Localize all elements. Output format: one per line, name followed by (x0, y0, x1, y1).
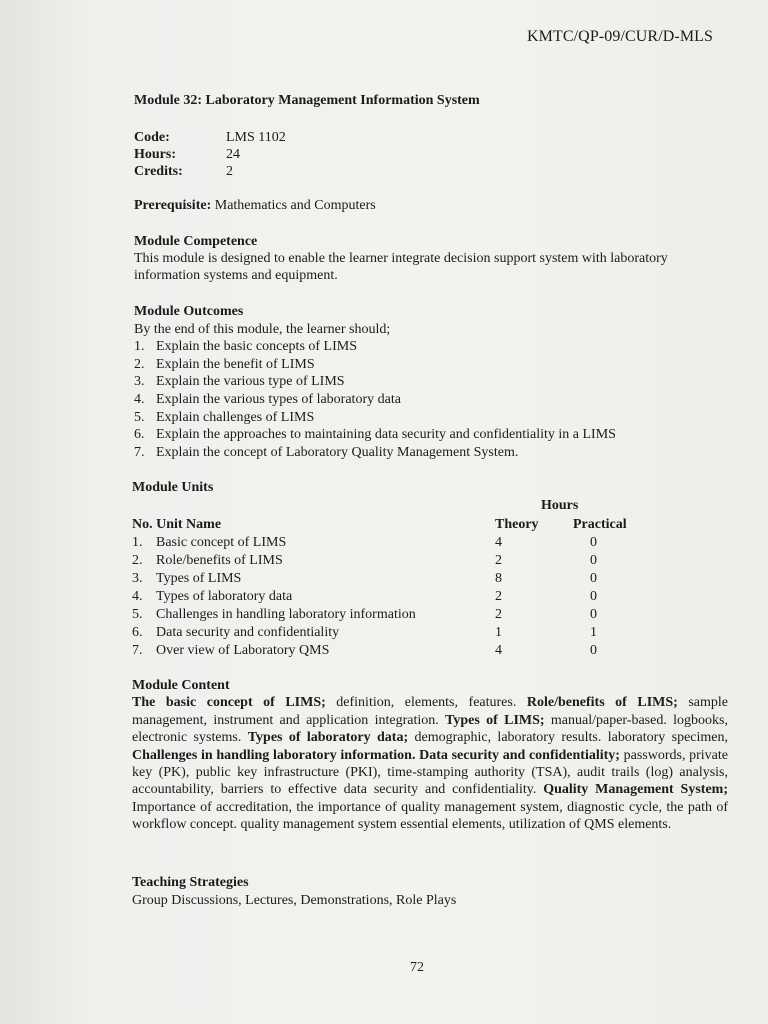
prerequisite-value: Mathematics and Computers (214, 198, 376, 213)
credits-value: 2 (226, 164, 233, 179)
practical-hours: 0 (590, 553, 597, 568)
credits-label: Credits: (134, 164, 183, 179)
competence-text: This module is designed to enable the learner integrate decision support system with laboratory information systems and equipment. (134, 251, 668, 283)
table-row (132, 642, 660, 660)
unit-number: 7. (132, 643, 143, 658)
item-number: 7. (134, 444, 145, 460)
list-item (134, 356, 734, 374)
content-heading: Module Content (132, 678, 230, 693)
unit-name: Challenges in handling laboratory information (156, 607, 416, 622)
hours-label: Hours: (134, 147, 176, 162)
unit-number: 1. (132, 535, 143, 550)
unit-number: 3. (132, 571, 143, 586)
item-number: 1. (134, 339, 145, 355)
list-item (134, 373, 734, 391)
list-item (134, 391, 734, 409)
theory-hours: 2 (495, 589, 502, 604)
unit-number: 6. (132, 625, 143, 640)
col-practical: Practical (573, 517, 627, 532)
unit-name: Types of laboratory data (156, 589, 293, 604)
unit-name-cell (132, 570, 495, 588)
module-competence (134, 233, 734, 284)
teaching-heading: Teaching Strategies (132, 875, 249, 890)
item-text: Explain the various types of laboratory data (156, 391, 401, 407)
outcomes-list (134, 338, 734, 461)
practical-hours: 0 (590, 643, 597, 658)
theory-hours: 8 (495, 571, 502, 586)
item-text: Explain the basic concepts of LIMS (156, 339, 358, 355)
unit-name: Types of LIMS (156, 571, 242, 586)
item-number: 6. (134, 427, 145, 443)
unit-name: Role/benefits of LIMS (156, 553, 283, 568)
content-bold: The basic concept of LIMS; (132, 695, 326, 711)
hours-value: 24 (226, 147, 240, 162)
unit-name-cell (132, 642, 495, 660)
code-label: Code: (134, 130, 170, 145)
competence-heading: Module Competence (134, 234, 258, 249)
table-row (132, 552, 660, 570)
unit-name-cell (132, 534, 495, 552)
unit-number: 2. (132, 553, 143, 568)
units-table (132, 516, 660, 660)
table-row (132, 624, 660, 642)
unit-name: Data security and confidentiality (156, 625, 340, 640)
unit-name-cell (132, 606, 495, 624)
teaching-strategies (132, 874, 732, 910)
item-text: Explain the approaches to maintaining data security and confidentiality in a LIMS (156, 427, 616, 443)
theory-hours: 1 (495, 625, 502, 640)
hours-heading: Hours (541, 498, 579, 513)
table-row (132, 534, 660, 552)
content-bold: Types of LIMS; (445, 712, 545, 728)
unit-number: 4. (132, 589, 143, 604)
content-bold: Quality Management System; (543, 782, 728, 798)
item-text: Explain the concept of Laboratory Quality Management System. (156, 444, 519, 460)
item-text: Explain the benefit of LIMS (156, 356, 315, 372)
module-outcomes (134, 303, 734, 461)
content-bold: Role/benefits of LIMS; (526, 695, 678, 711)
content-text (132, 694, 728, 833)
col-theory: Theory (495, 517, 539, 532)
outcomes-intro: By the end of this module, the learner should; (134, 321, 391, 337)
unit-number: 5. (132, 607, 143, 622)
unit-name-cell (132, 588, 495, 606)
module-meta (134, 129, 286, 180)
code-row (134, 129, 286, 146)
theory-hours: 2 (495, 607, 502, 622)
col-unit-name: No. Unit Name (132, 517, 222, 532)
list-item (134, 426, 734, 444)
content-plain: Importance of accreditation, the importance of quality management system, diagnostic cycle, the path of workflow concept. quality management system essential elements, utilization of QMS elements. (132, 799, 728, 833)
content-plain: passwords, private key (PK), public key infrastructure (PKI), time-stamping authority (TSA), audit trails (log) analysis, accountability, barriers to effective data security and confidentiality. (132, 747, 728, 798)
content-bold: Challenges in handling laboratory information. Data security and confidentiality; (132, 747, 620, 763)
list-item (134, 338, 734, 356)
content-plain: manual/paper-based. logbooks, electronic systems. (132, 712, 728, 746)
item-text: Explain challenges of LIMS (156, 409, 315, 425)
list-item (134, 409, 734, 427)
content-plain: sample management, instrument and application integration. (132, 695, 728, 728)
theory-hours: 4 (495, 535, 502, 550)
content-plain: definition, elements, features. (325, 695, 527, 711)
item-number: 5. (134, 409, 145, 425)
practical-hours: 0 (590, 535, 597, 550)
table-row (132, 588, 660, 606)
document-code: KMTC/QP-09/CUR/D-MLS (527, 28, 714, 45)
practical-hours: 0 (590, 589, 597, 604)
units-heading: Module Units (132, 480, 214, 495)
content-bold: Types of laboratory data; (247, 730, 409, 746)
item-number: 3. (134, 374, 145, 390)
credits-row (134, 163, 286, 180)
prerequisite (134, 198, 376, 214)
table-row (132, 606, 660, 624)
list-item (134, 444, 734, 462)
practical-hours: 0 (590, 607, 597, 622)
unit-name-cell (132, 552, 495, 570)
unit-name-cell (132, 624, 495, 642)
outcomes-heading: Module Outcomes (134, 304, 244, 319)
content-plain: demographic, laboratory results. laboratory specimen, (408, 730, 728, 746)
practical-hours: 0 (590, 571, 597, 586)
item-number: 2. (134, 356, 145, 372)
unit-name: Over view of Laboratory QMS (156, 643, 330, 658)
table-row (132, 570, 660, 588)
item-number: 4. (134, 391, 145, 407)
unit-name: Basic concept of LIMS (156, 535, 287, 550)
module-content (132, 677, 728, 834)
code-value: LMS 1102 (226, 130, 286, 145)
hours-row (134, 146, 286, 163)
page-number: 72 (410, 960, 424, 975)
item-text: Explain the various type of LIMS (156, 374, 345, 390)
module-title: Module 32: Laboratory Management Information System (134, 93, 480, 108)
theory-hours: 2 (495, 553, 502, 568)
teaching-text: Group Discussions, Lectures, Demonstrations, Role Plays (132, 893, 457, 908)
theory-hours: 4 (495, 643, 502, 658)
prerequisite-label: Prerequisite: (134, 198, 212, 213)
practical-hours: 1 (590, 625, 597, 640)
table-header-row (132, 516, 660, 534)
